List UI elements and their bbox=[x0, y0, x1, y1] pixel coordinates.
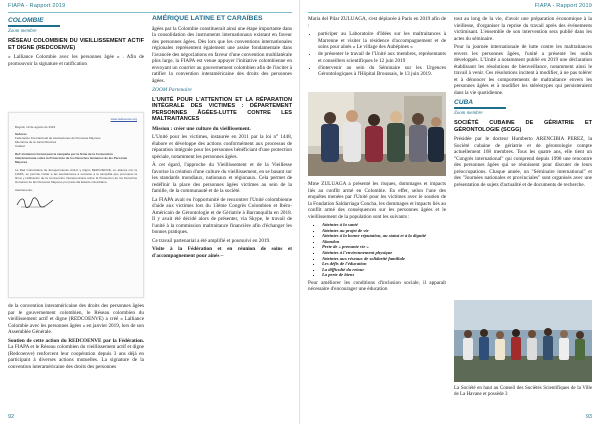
running-header-left: FIAPA - Rapport 2019 bbox=[8, 3, 66, 9]
region-banner: AMÉRIQUE LATINE ET CARAÏBES bbox=[152, 15, 263, 22]
right-page bbox=[300, 0, 600, 424]
redcoenve-intro: « Lalliance Colombie avec les personnes âgée » . Afin de promouvoir la signature et ratification bbox=[8, 54, 144, 67]
support-text: La FIAPA et le Réseau colombien du vieillissement actif et digne (Redcoenve) renforcent leur coopération depuis 3 ans déjà en participant à diverses actions mutuelles. La signature de la convention interaméricaine des droits des personnes bbox=[8, 344, 144, 370]
impact-item: ▪ Atteintes à l'environnement physique bbox=[322, 250, 446, 256]
page-number-left: 92 bbox=[8, 414, 15, 420]
visit-intro: Maria del Pilar ZULUAGA, s'est déplacée à Paris en 2019 afin de : bbox=[308, 16, 446, 29]
visit-bullet: • participer au Laboratoire d'Idées sur les maltraitances à Marrenne et visiter la résidence d'accompagnement et de soins pour aînés « Le village des Aubépines » bbox=[318, 31, 446, 51]
impact-item: ▪ Les défis de l'éducation bbox=[322, 261, 446, 267]
impact-item: ▪ Atteintes à la santé bbox=[322, 222, 446, 228]
header-rule-right bbox=[308, 12, 592, 13]
left-column-1-bottom bbox=[8, 303, 144, 372]
letter-letterhead bbox=[15, 117, 137, 121]
section-subtitle: Zoom membre bbox=[8, 28, 37, 34]
letter-to-label: Señores bbox=[15, 132, 27, 136]
group-photo bbox=[308, 92, 446, 176]
letter-body: La Red Colombiana de Envejecimiento Activo y Digno REDCOENVE, en alianza con la FIAPA, se permite invitar a las asociaciones a sumarse a la campaña que promueve la firma y ratificación de la Convención Interamericana sobre la Protección de los Derechos Humanos de las Personas Mayores por parte del Estado colombiano. bbox=[15, 168, 137, 184]
letter-closing: Atentamente, bbox=[15, 188, 33, 192]
impact-item: ▪ Perte de « prenante vie » bbox=[322, 244, 446, 250]
section-title-cuba: CUBA bbox=[454, 99, 474, 106]
redcoenve-heading: RÉSEAU COLOMBIEN DU VIEILLISSEMENT ACTIF ET DIGNE (REDCOENVE) bbox=[8, 38, 144, 51]
letter-ref-text: Interamericana sobre la Protección de los Derechos Humanos de las Personas Mayores bbox=[15, 156, 128, 164]
armed-conflict-paragraph: Mme ZULUAGA a présenté les risques, dommages et impacts liés au conflit armé en Colombie. En effet, selon l'une des enquêtes menées par l'Unité pour les victimes avec le soutien de la Fondation Saldarriaga Concha, les dommages et impacts liés au conflit armé des conséquences sur les personnes âgées et le vieillissement de la population sont les suivants : bbox=[308, 181, 446, 220]
letter-to-line-2: Miembros de la Junta Directiva bbox=[15, 140, 57, 144]
col2-paragraph-3: À cet égard, l'approche du Vieillissement et de la Vieillesse favorise la création d'une culture du vieillissement, en se basant sur les standards mondiaux, nationaux et régionaux. Cela permet de redéfinir la place des personnes âgées victimes au sein de la famille, de la communauté et de la société. bbox=[152, 162, 292, 195]
col2-paragraph-2: L'Unité pour les victimes, instaurée en 2011 par la loi n° 1448, élabore et développe des actions conformément aux processus de réparation intégrale pour les personnes bénéficiant d'une protection spéciale, notamment les personnes âgées. bbox=[152, 134, 292, 160]
letter-to-line-3: Ciudad bbox=[15, 144, 25, 148]
running-header-right: FIAPA - Rapport 2019 bbox=[534, 3, 592, 9]
impact-item: ▪ Atteintes à la bonne réputation, au statut et à la dignité bbox=[322, 233, 446, 239]
col2-paragraph-4: La FIAPA avait eu l'opportunité de rencontrer l'Unité colombienne d'aide aux victimes lors du 13ème Congrès Colombien et Ibéro-Américain de Gérontologie et de Gériatrie à Barranquilla en 2018. Il y avait été décidé alors de présenter, via Skype, le travail de l'unité à la commission maltraitance financière afin d'échanger les bonnes pratiques. bbox=[152, 196, 292, 236]
visit-bullets bbox=[308, 31, 446, 78]
impact-item: ▪ Abandon bbox=[322, 239, 446, 245]
unit-heading: L'UNITÉ POUR L'ATTENTION ET LA RÉPARATION INTÉGRALE DES VICTIMES : DÉPARTEMENT PERSONNES ÂGÉES-LUTTE CONTRE LES MALTRAITANCES bbox=[152, 96, 292, 123]
impact-item: ▪ La difficulté du retour bbox=[322, 267, 446, 273]
letter-ref-label: Ref: Invitación formal para la campaña por la firma de la Convención bbox=[15, 152, 113, 156]
col2-paragraph-1: âgées par la Colombie constituerait ainsi une étape importante dans la consolidation des instruments internationaux existant en faveur des personnes âgées. Dès lors que les conventions internationales régionales représentent également une assise fondamentale dans l'avancée des négociations en faveur d'une convention multilatérale plus large, la FIAPA est venue appuyer l'initiative colombienne en envoyant un courrier au gouvernement colombien afin de l'inciter à ratifier la convention interaméricaine des droits des personnes âgées. bbox=[152, 25, 292, 84]
mission-line: Mission : créer une culture du vieillissement. bbox=[152, 125, 251, 132]
visit-bullet: • de présenter le travail de l'Unité aux membres, représentants et conseillers scientifiques le 12 juin 2019 bbox=[318, 51, 446, 64]
support-bold: Soutien de cette action du REDCOENVE par la Fédération. bbox=[8, 337, 144, 344]
right-column-1 bbox=[308, 16, 446, 80]
visit-heading: Visite à la Fédération et en réunion de soins et d'accompagnement pour aînés ~ bbox=[152, 246, 292, 259]
letter-to-line-1: Federación Internacional de Asociaciones de Personas Mayores bbox=[15, 136, 101, 140]
left-column-2 bbox=[152, 16, 292, 261]
cuba-photo bbox=[454, 300, 592, 382]
scgg-heading: SOCIÉTÉ CUBAINE DE GÉRIATRIE ET GÉRONTOLOGIE (SCGG) bbox=[454, 120, 592, 133]
impact-item: ▪ Atteintes aux réseaux de solidarité familiale bbox=[322, 256, 446, 262]
header-rule-left bbox=[8, 12, 292, 13]
page-number-right: 93 bbox=[585, 414, 592, 420]
cuba-caption-paragraph: La Société en haut au Conseil des Sociétés Scientifiques de la Ville de La Havane et possède 3 bbox=[454, 386, 592, 397]
impact-list bbox=[308, 222, 446, 278]
right-col2-paragraph-1: tout au long de la vie, d'avoir une préparation économique à la vieillesse, d'organiser la reprise du travail après des événements victimisant. L'ensemble de son intervention sera publié dans les actes du séminaire. bbox=[454, 16, 592, 42]
col2-paragraph-5: Ce travail partenarial a été amplifié et poursuivi en 2019. bbox=[152, 237, 271, 244]
redcoenve-support bbox=[8, 338, 144, 371]
letter-link: www.redcoenve.org bbox=[110, 117, 137, 121]
section-bar bbox=[8, 25, 60, 27]
right-column-2 bbox=[454, 16, 592, 190]
letter-date: Bogotá, 19 de agosto de 2019 bbox=[15, 125, 56, 129]
visit-bullet: • d'intervenir au sein du Séminaire sur les Urgences Gérontologiques à l'Hôpital Broussais, le 13 juin 2019. bbox=[318, 65, 446, 78]
impact-item: ▪ Atteintes au projet de vie bbox=[322, 228, 446, 234]
inclusion-paragraph: Pour améliorer les conditions d'inclusion sociale, il apparaît nécessaire d'encourager une éducation bbox=[308, 279, 446, 293]
right-column-1-bottom bbox=[308, 181, 446, 295]
section-subtitle-cuba: Zoom membre bbox=[454, 110, 483, 116]
letter-image bbox=[8, 112, 144, 298]
zoom-partner-label: ZOOM Partenaire bbox=[152, 87, 192, 93]
redcoenve-paragraph: de la convention interaméricaine des droits des personnes âgées par le gouvernement colombien, le Réseau colombien du vieillissement actif et digne (REDCOENVE) a créé « Lalliance Colombie avec les personnes âgées » en janvier 2019, lors de son Assemblée Générale. bbox=[8, 303, 144, 335]
section-title-colombie: COLOMBIE bbox=[8, 17, 44, 24]
left-column-1 bbox=[8, 18, 144, 69]
scgg-paragraph: Présidée par le docteur Humberto ARENCIBIA PEREZ, la Société cubaine de gériatrie et de gérontologie compte actuellement 168 membres. Tous les quatre ans, elle tient un "Congrès international" qui comprend depuis 1998 une rencontre des personnes âgées qui se réunissent pour discuter de leurs préoccupations. Chaque année, un "Séminaire international" et des "Journées nationales et provinciales" sont organisés avec une présentation de sujets d'actualité et de documents de recherche. bbox=[454, 136, 592, 188]
section-bar-cuba bbox=[454, 107, 506, 109]
right-col2-paragraph-2: Pour la journée internationale de lutte contre les maltraitances envers les personnes âgées, l'unité a présenté les outils développés. L'Unité a notamment publié en 2019 une déclaration établissant les résolutions de bienveillance, notamment ainsi le travail à venir. Ces résolutions incitent à modifier, à ne pas tolérer et à dénoncer les comportements de maltraitance envers les personnes âgées et à modifier les stéréotypes qui persisteraient dans la vie quotidienne. bbox=[454, 44, 592, 96]
impact-item: ▪ La perte de biens bbox=[322, 272, 446, 278]
signature-image bbox=[15, 195, 55, 209]
